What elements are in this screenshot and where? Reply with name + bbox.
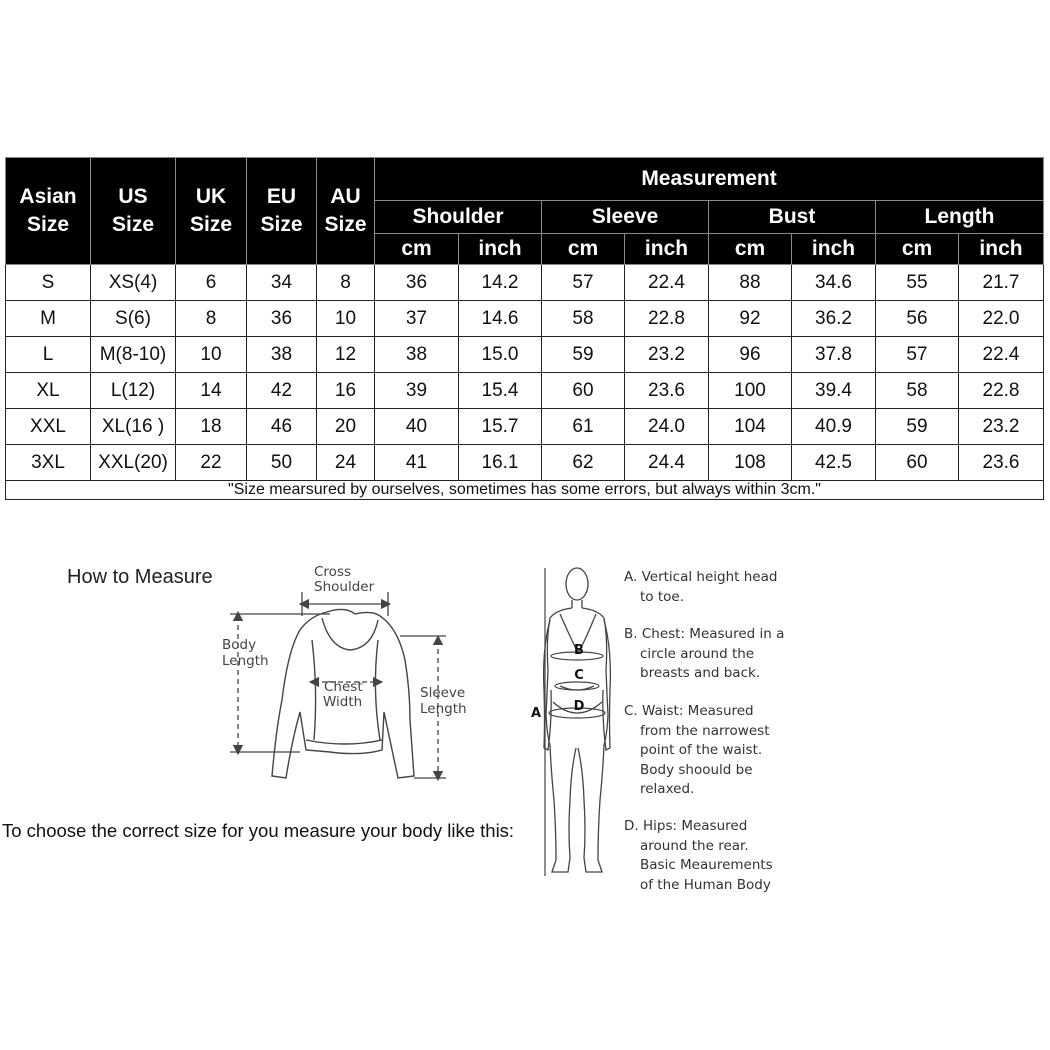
table-cell: 15.4 [459,373,542,409]
header-unit-inch: inch [625,234,709,265]
table-cell: 39 [375,373,459,409]
legend-line: breasts and back. [640,665,761,681]
table-cell: M [6,301,91,337]
header-unit-cm: cm [542,234,625,265]
waist-band [555,682,599,690]
header-bust: Bust [709,201,876,234]
cross-shoulder-label: Cross [314,564,352,580]
table-cell: 41 [375,445,459,481]
table-cell: 3XL [6,445,91,481]
legend-line: A. Vertical height head [624,569,778,585]
table-cell: XXL [6,409,91,445]
legend-line: circle around the [640,645,755,662]
label-a: A [530,706,542,721]
table-cell: 22.4 [959,337,1044,373]
legend-line: from the narrowest [640,722,770,739]
table-cell: 59 [542,337,625,373]
table-cell: 96 [709,337,792,373]
table-cell: 108 [709,445,792,481]
table-cell: 8 [176,301,247,337]
table-cell: 40 [375,409,459,445]
table-cell: 46 [247,409,317,445]
chest-width-label: Chest [324,679,363,695]
table-cell: 40.9 [792,409,876,445]
table-cell: 24.0 [625,409,709,445]
header-measurement: Measurement [375,158,1044,201]
table-cell: 36 [247,301,317,337]
label-c: C [574,668,584,683]
table-cell: XL(16 ) [91,409,176,445]
table-note: "Size mearsured by ourselves, sometimes has some errors, but always within 3cm." [6,481,1044,500]
table-cell: L [6,337,91,373]
sweater-hem [306,740,382,744]
table-cell: 24 [317,445,375,481]
table-cell: 37.8 [792,337,876,373]
legend-line: of the Human Body [640,876,771,893]
legend-line: D. Hips: Measured [624,818,748,834]
table-cell: 104 [709,409,792,445]
how-to-measure-title: How to Measure [67,566,213,588]
table-cell: 16 [317,373,375,409]
table-cell: 100 [709,373,792,409]
table-cell: 50 [247,445,317,481]
cross-shoulder-label: Shoulder [314,579,375,595]
table-cell: 39.4 [792,373,876,409]
table-cell: 59 [876,409,959,445]
table-cell: XS(4) [91,265,176,301]
table-cell: 62 [542,445,625,481]
table-cell: S [6,265,91,301]
table-cell: 37 [375,301,459,337]
header-unit-cm: cm [876,234,959,265]
table-cell: 55 [876,265,959,301]
chest-width-label: Width [323,694,363,710]
table-cell: 34.6 [792,265,876,301]
table-cell: 88 [709,265,792,301]
table-cell: 6 [176,265,247,301]
table-cell: 21.7 [959,265,1044,301]
legend-line: point of the waist. [640,742,763,758]
legend-line: Basic Meaurements [640,857,773,873]
table-cell: 42 [247,373,317,409]
header-unit-inch: inch [959,234,1044,265]
table-cell: 23.6 [959,445,1044,481]
table-cell: 36 [375,265,459,301]
table-cell: 14.2 [459,265,542,301]
table-cell: 58 [542,301,625,337]
table-cell: 38 [375,337,459,373]
body-torso-left [546,608,576,872]
header-unit-cm: cm [375,234,459,265]
sleeve-length-label: Length [420,701,467,717]
table-cell: 23.2 [625,337,709,373]
table-cell: 57 [876,337,959,373]
body-neck [572,600,582,608]
table-cell: M(8-10) [91,337,176,373]
sleeve-length-label: Sleeve [420,685,466,701]
table-cell: 22.8 [959,373,1044,409]
header-shoulder: Shoulder [375,201,542,234]
legend-line: Body shoould be [640,761,753,778]
table-cell: 34 [247,265,317,301]
table-cell: 8 [317,265,375,301]
table-cell: 42.5 [792,445,876,481]
table-cell: 36.2 [792,301,876,337]
table-cell: 23.2 [959,409,1044,445]
label-d: D [573,699,585,714]
table-cell: 24.4 [625,445,709,481]
header-unit-inch: inch [792,234,876,265]
header-unit-cm: cm [709,234,792,265]
table-cell: S(6) [91,301,176,337]
table-cell: 38 [247,337,317,373]
table-cell: 15.7 [459,409,542,445]
header-eu-size: EU Size [247,158,317,265]
table-cell: 15.0 [459,337,542,373]
legend-item-b [624,625,784,684]
sweater-neckline [322,618,378,650]
table-cell: L(12) [91,373,176,409]
table-cell: 14 [176,373,247,409]
table-cell: 16.1 [459,445,542,481]
legend-line: around the rear. [640,837,749,854]
sweater-labels [222,564,467,717]
table-cell: 58 [876,373,959,409]
legend-item-c [624,702,769,800]
header-asian-size: Asian Size [6,158,91,265]
table-cell: 18 [176,409,247,445]
legend-line: to toe. [640,588,684,605]
table-cell: 12 [317,337,375,373]
legend-item-d [624,817,773,895]
header-us-size: US Size [91,158,176,265]
legend-line: relaxed. [640,781,695,797]
header-au-size: AU Size [317,158,375,265]
header-length: Length [876,201,1044,234]
table-cell: 20 [317,409,375,445]
table-cell: 61 [542,409,625,445]
table-cell: 56 [876,301,959,337]
table-cell: 22.0 [959,301,1044,337]
label-b: B [574,643,584,658]
table-cell: 22 [176,445,247,481]
table-cell: 10 [317,301,375,337]
table-cell: XXL(20) [91,445,176,481]
table-cell: 22.4 [625,265,709,301]
header-sleeve: Sleeve [542,201,709,234]
body-length-label: Body [222,637,257,653]
header-unit-inch: inch [459,234,542,265]
choose-size-instruction: To choose the correct size for you measure your body like this: [2,820,515,841]
table-cell: XL [6,373,91,409]
table-cell: 14.6 [459,301,542,337]
table-cell: 60 [876,445,959,481]
body-head [566,568,588,600]
table-cell: 23.6 [625,373,709,409]
table-cell: 10 [176,337,247,373]
legend-line: B. Chest: Measured in a [624,626,785,642]
table-cell: 92 [709,301,792,337]
header-uk-size: UK Size [176,158,247,265]
table-cell: 60 [542,373,625,409]
table-cell: 57 [542,265,625,301]
table-cell: 22.8 [625,301,709,337]
body-length-label: Length [222,653,269,669]
human-body-figure [544,568,611,872]
legend-line: C. Waist: Measured [624,703,754,719]
legend-item-a [624,568,777,607]
